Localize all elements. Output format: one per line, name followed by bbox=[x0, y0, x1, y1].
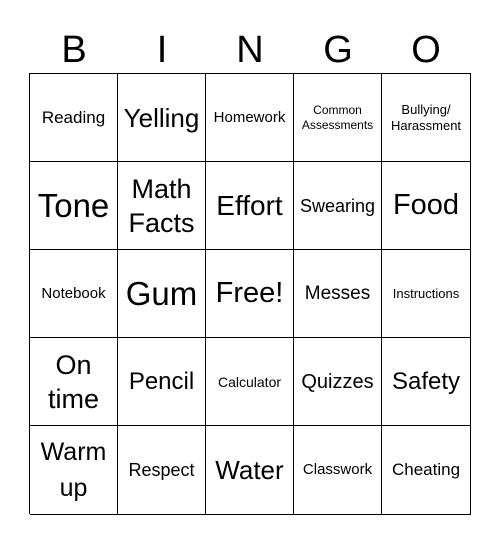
cell-label: Math Facts bbox=[128, 173, 195, 238]
cell-label: Common Assessments bbox=[301, 102, 374, 132]
cell-label: Free! bbox=[215, 277, 284, 309]
cell-label: Instructions bbox=[392, 285, 460, 301]
bingo-cell-messes[interactable] bbox=[294, 250, 382, 338]
header-letter-g: G bbox=[323, 29, 353, 71]
bingo-cell-on-time[interactable] bbox=[30, 338, 118, 426]
cell-label: Notebook bbox=[41, 284, 106, 302]
cell-label: Water bbox=[215, 455, 284, 485]
bingo-cell-instructions[interactable] bbox=[382, 250, 471, 338]
bingo-grid bbox=[29, 73, 471, 514]
cell-label: Safety bbox=[391, 367, 461, 395]
bingo-cell-tone[interactable] bbox=[30, 162, 118, 250]
cell-label: Calculator bbox=[217, 373, 282, 390]
cell-label: Quizzes bbox=[301, 370, 374, 393]
bingo-cell-gum[interactable] bbox=[118, 250, 206, 338]
cell-label: Classwork bbox=[302, 461, 373, 478]
bingo-cell-classwork[interactable] bbox=[294, 426, 382, 515]
bingo-cell-respect[interactable] bbox=[118, 426, 206, 515]
bingo-cell-water[interactable] bbox=[206, 426, 294, 515]
cell-label: Pencil bbox=[128, 367, 195, 395]
cell-label: Messes bbox=[304, 282, 371, 304]
bingo-cell-reading[interactable] bbox=[30, 74, 118, 162]
bingo-cell-math-facts[interactable] bbox=[118, 162, 206, 250]
header-letter-n: N bbox=[236, 29, 264, 71]
cell-label: Reading bbox=[41, 107, 106, 127]
bingo-header bbox=[30, 28, 471, 72]
cell-label: Cheating bbox=[391, 460, 461, 479]
cell-label: Gum bbox=[125, 274, 198, 312]
cell-label: Warm up bbox=[40, 438, 107, 502]
cell-label: Homework bbox=[213, 108, 286, 126]
cell-label: Bullying/ Harassment bbox=[390, 101, 462, 133]
bingo-cell-yelling[interactable] bbox=[118, 74, 206, 162]
bingo-cell-quizzes[interactable] bbox=[294, 338, 382, 426]
cell-label: Swearing bbox=[299, 195, 376, 216]
bingo-cell-food[interactable] bbox=[382, 162, 471, 250]
bingo-cell-warm-up[interactable] bbox=[30, 426, 118, 515]
bingo-cell-homework[interactable] bbox=[206, 74, 294, 162]
bingo-cell-calculator[interactable] bbox=[206, 338, 294, 426]
bingo-cell-effort[interactable] bbox=[206, 162, 294, 250]
cell-label: Respect bbox=[128, 460, 195, 480]
header-letter-b: B bbox=[61, 29, 87, 71]
header-letter-o: O bbox=[411, 29, 441, 71]
cell-label: Food bbox=[392, 189, 460, 221]
cell-label: On time bbox=[47, 349, 99, 414]
cell-label: Effort bbox=[216, 189, 283, 221]
bingo-cell-cheating[interactable] bbox=[382, 426, 471, 515]
bingo-cell-pencil[interactable] bbox=[118, 338, 206, 426]
bingo-cell-common-assessments[interactable] bbox=[294, 74, 382, 162]
bingo-cell-bullying-harassment[interactable] bbox=[382, 74, 471, 162]
bingo-cell-swearing[interactable] bbox=[294, 162, 382, 250]
bingo-cell-safety[interactable] bbox=[382, 338, 471, 426]
cell-label: Yelling bbox=[123, 102, 200, 133]
header-letter-i: I bbox=[156, 29, 168, 71]
bingo-cell-notebook[interactable] bbox=[30, 250, 118, 338]
bingo-cell-free-space[interactable] bbox=[206, 250, 294, 338]
cell-label: Tone bbox=[37, 186, 110, 224]
